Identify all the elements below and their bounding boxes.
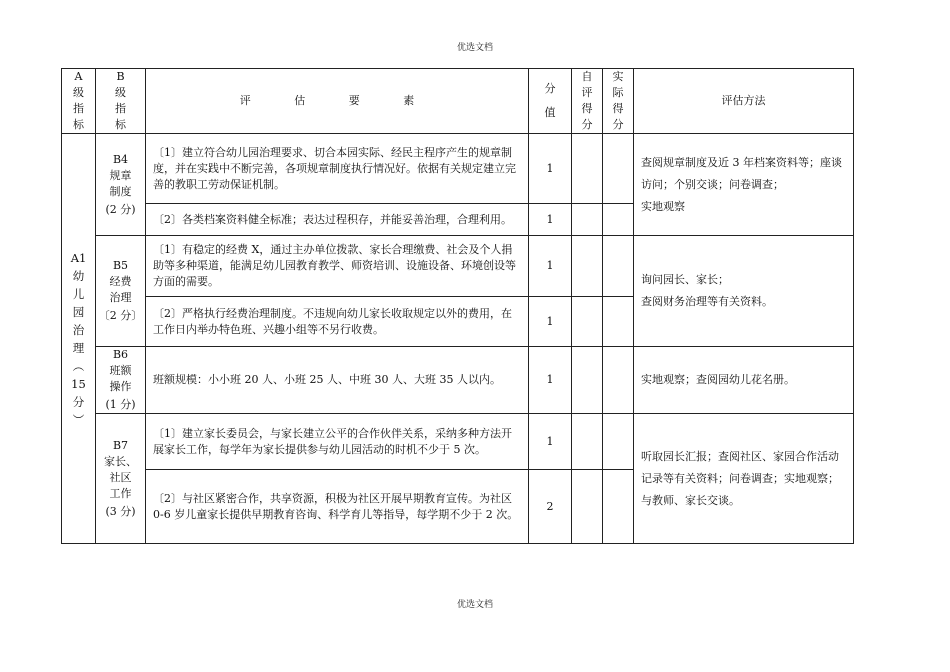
col-header-actual-score: 实 际 得 分 [603, 69, 634, 134]
score-value: 1 [529, 134, 572, 204]
actual-score-cell[interactable] [603, 347, 634, 414]
table-row [62, 414, 854, 470]
requirement-text: 〔2〕与社区紧密合作，共享资源，积极为社区开展早期教育宣传。为社区 0-6 岁儿童家长提供早期教育咨询、科学育儿等指导，每学期不少于 2 次。 [146, 470, 529, 544]
self-score-cell[interactable] [572, 414, 603, 470]
b-indicator-points: (3 分) [105, 504, 136, 518]
b-indicator-cell [96, 414, 146, 544]
col-header-a-level: A 级 指 标 [62, 69, 96, 134]
method-cell: 听取园长汇报；查阅社区、家园合作活动记录等有关资料；问卷调查；实地观察；与教师、家长交谈。 [634, 414, 854, 544]
actual-score-cell[interactable] [603, 236, 634, 297]
b-indicator-points: (1 分) [105, 398, 136, 411]
actual-score-cell[interactable] [603, 134, 634, 204]
self-score-cell[interactable] [572, 470, 603, 544]
requirement-text: 〔2〕各类档案资料健全标准；表达过程积存，并能妥善治理，合理利用。 [146, 204, 529, 236]
self-score-cell[interactable] [572, 347, 603, 414]
b-indicator-name: B4 规章 制度 [109, 152, 132, 198]
b-indicator-points: 〔2 分〕 [98, 309, 143, 322]
b-indicator-name: B7 家长、 社区 工作 [104, 438, 137, 500]
page-header-note: 优选文档 [456, 43, 493, 53]
col-header-self-score: 自 评 得 分 [572, 69, 603, 134]
requirement-text: 〔2〕严格执行经费治理制度。不违规向幼儿家长收取规定以外的费用，在工作日内举办特色班、兴趣小组等不另行收费。 [146, 297, 529, 347]
actual-score-cell[interactable] [603, 470, 634, 544]
actual-score-cell[interactable] [603, 414, 634, 470]
method-cell: 查阅规章制度及近 3 年档案资料等；座谈访问；个别交谈；问卷调查； 实地观察 [634, 134, 854, 236]
header-row [62, 69, 854, 134]
self-score-cell[interactable] [572, 297, 603, 347]
col-header-requirements: 评 估 要 素 [146, 69, 529, 134]
score-value: 1 [529, 204, 572, 236]
table-row [62, 134, 854, 204]
requirement-text: 〔1〕有稳定的经费 X，通过主办单位拨款、家长合理缴费、社会及个人捐助等多种渠道，能满足幼儿园教育教学、师资培训、设施设备、环境创设等方面的需要。 [146, 236, 529, 297]
self-score-cell[interactable] [572, 134, 603, 204]
self-score-cell[interactable] [572, 204, 603, 236]
b-indicator-points: (2 分) [105, 202, 136, 216]
score-value: 2 [529, 470, 572, 544]
actual-score-cell[interactable] [603, 297, 634, 347]
b-indicator-name: B6 班额 操作 [109, 348, 132, 393]
page-footer-note: 优选文档 [456, 600, 493, 610]
col-header-b-level: B 级 指 标 [96, 69, 146, 134]
method-cell: 实地观察；查阅园幼儿花名册。 [634, 347, 854, 414]
table-row [62, 236, 854, 297]
self-score-cell[interactable] [572, 236, 603, 297]
evaluation-table [61, 68, 854, 544]
requirement-text: 〔1〕建立家长委员会，与家长建立公平的合作伙伴关系，采纳多种方法开展家长工作，每学年为家长提供参与幼儿园活动的时机不少于 5 次。 [146, 414, 529, 470]
requirement-text: 〔1〕建立符合幼儿园治理要求、切合本园实际、经民主程序产生的规章制度，并在实践中不断完善，各项规章制度执行情况好。依据有关规定建立完善的教职工劳动保证机制。 [146, 134, 529, 204]
col-header-score: 分 值 [529, 69, 572, 134]
actual-score-cell[interactable] [603, 204, 634, 236]
score-value: 1 [529, 297, 572, 347]
b-indicator-cell [96, 347, 146, 414]
b-indicator-cell [96, 236, 146, 347]
score-value: 1 [529, 236, 572, 297]
b-indicator-name: B5 经费 治理 [109, 259, 132, 304]
score-value: 1 [529, 414, 572, 470]
a-indicator-cell: A1 幼 儿 园 治 理 ︵ 15 分 ︶ [62, 134, 96, 544]
b-indicator-cell [96, 134, 146, 236]
col-header-method: 评估方法 [634, 69, 854, 134]
requirement-text: 班额规模：小小班 20 人、小班 25 人、中班 30 人、大班 35 人以内。 [146, 347, 529, 414]
score-value: 1 [529, 347, 572, 414]
table-row [62, 347, 854, 414]
method-cell: 询问园长、家长； 查阅财务治理等有关资料。 [634, 236, 854, 347]
